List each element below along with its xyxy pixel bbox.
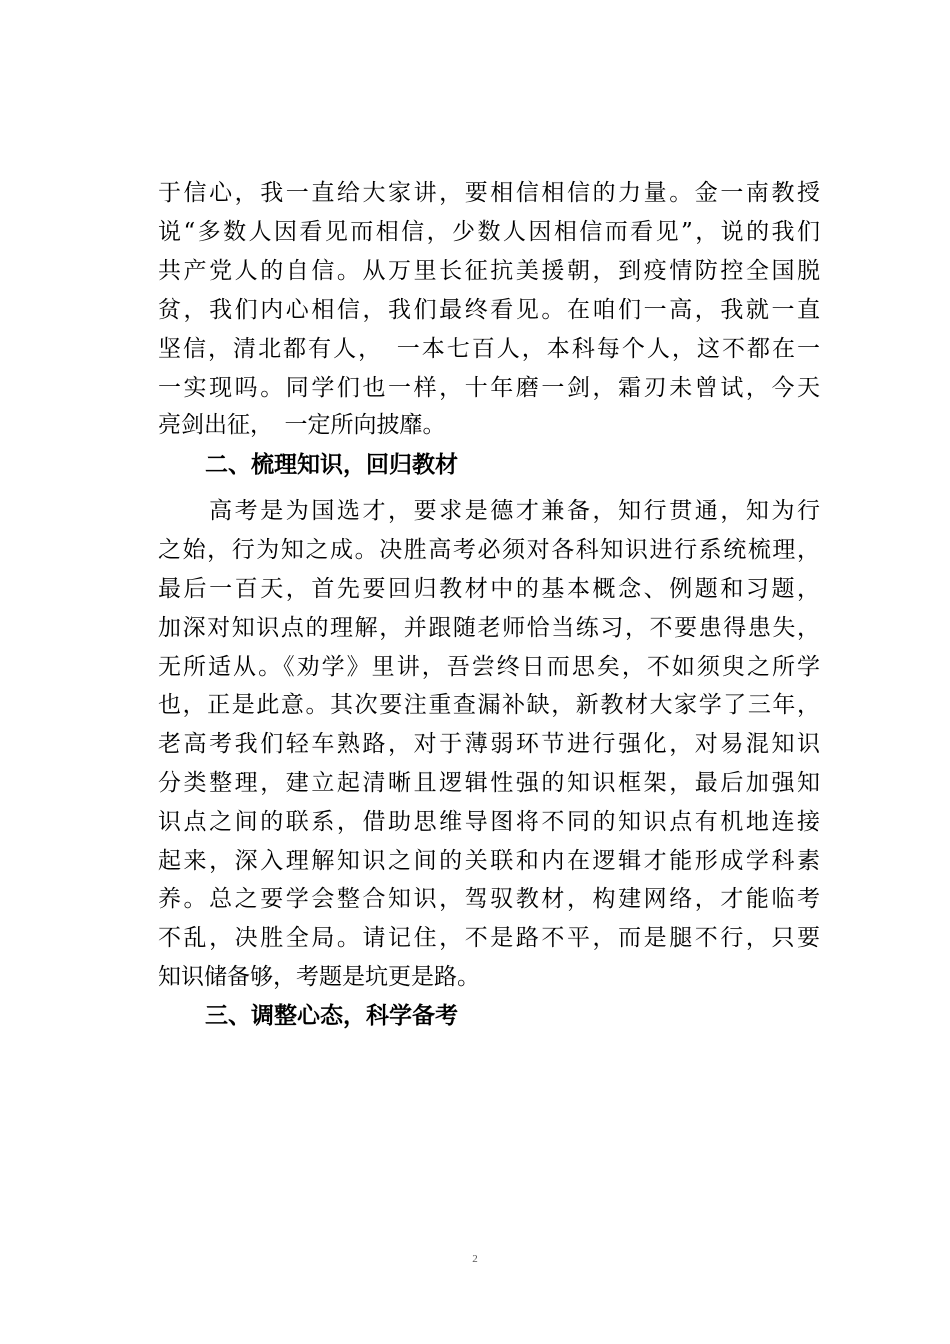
paragraph-line: 高考是为国选才，要求是德才兼备，知行贯通，知为行: [158, 498, 820, 524]
paragraph-line: 老高考我们轻车熟路，对于薄弱环节进行强化，对易混知识: [158, 731, 820, 757]
page-number: 2: [472, 1253, 478, 1265]
paragraph-line: 识点之间的联系，借助思维导图将不同的知识点有机地连接: [158, 809, 820, 835]
paragraph-line: 于信心，我一直给大家讲，要相信相信的力量。金一南教授: [158, 180, 820, 206]
paragraph-line: 也，正是此意。其次要注重查漏补缺，新教材大家学了三年，: [158, 692, 820, 718]
paragraph-line: 分类整理，建立起清晰且逻辑性强的知识框架，最后加强知: [158, 770, 820, 796]
paragraph-line: 知识储备够，考题是坑更是路。: [158, 964, 480, 990]
section-heading-2: 二、梳理知识，回归教材: [205, 452, 458, 478]
paragraph-line: 共产党人的自信。从万里长征抗美援朝，到疫情防控全国脱: [158, 258, 820, 284]
paragraph-line: 起来，深入理解知识之间的关联和内在逻辑才能形成学科素: [158, 848, 820, 874]
paragraph-line: 一实现吗。同学们也一样，十年磨一剑，霜刃未曾试，今天: [158, 375, 820, 401]
section-heading-3: 三、调整心态，科学备考: [205, 1003, 458, 1029]
paragraph-line: 无所适从。《劝学》里讲，吾尝终日而思矣，不如须臾之所学: [158, 654, 820, 680]
paragraph-line: 说“多数人因看见而相信，少数人因相信而看见”，说的我们: [158, 219, 820, 245]
paragraph-line: 亮剑出征， 一定所向披靡。: [158, 412, 446, 438]
paragraph-line: 加深对知识点的理解，并跟随老师恰当练习，不要患得患失，: [158, 615, 820, 641]
paragraph-line: 不乱，决胜全局。请记住，不是路不平，而是腿不行，只要: [158, 925, 820, 951]
paragraph-line: 坚信，清北都有人， 一本七百人，本科每个人，这不都在一: [158, 336, 820, 362]
paragraph-line: 之始，行为知之成。决胜高考必须对各科知识进行系统梳理，: [158, 537, 820, 563]
paragraph-line: 贫，我们内心相信，我们最终看见。在咱们一高，我就一直: [158, 297, 820, 323]
paragraph-line: 养。总之要学会整合知识，驾驭教材，构建网络，才能临考: [158, 886, 820, 912]
paragraph-line: 最后一百天，首先要回归教材中的基本概念、例题和习题，: [158, 576, 820, 602]
